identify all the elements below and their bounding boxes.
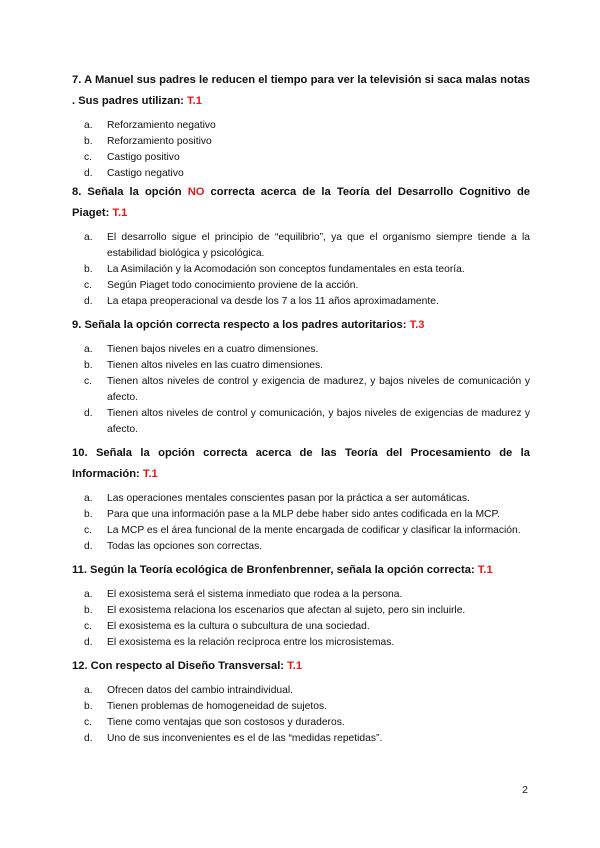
question-10: 10. Señala la opción correcta acerca de las Teoría del Procesamiento de la Información: T.1 [72, 447, 530, 480]
option-7d: d. Castigo negativo [84, 168, 184, 179]
options-7 [72, 118, 530, 182]
option-9b: b. Tienen altos niveles en las cuatro dimensiones. [84, 360, 323, 371]
option-9c: c. Tienen altos niveles de control y exigencia de madurez, y bajos niveles de comunicación y afecto. [84, 376, 530, 403]
question-9: 9. Señala la opción correcta respecto a los padres autoritarios: T.3 [72, 319, 425, 331]
options-10 [72, 491, 530, 555]
page-number: 2 [522, 784, 528, 796]
option-8d: d. La etapa preoperacional va desde los 7 a los 11 años aproximadamente. [84, 296, 439, 307]
option-8b: b. La Asimilación y la Acomodación son conceptos fundamentales en esta teoría. [84, 264, 465, 275]
topic-tag: T.1 [112, 207, 128, 219]
question-list [72, 70, 530, 752]
option-7b: b. Reforzamiento positivo [84, 136, 212, 147]
option-12a: a. Ofrecen datos del cambio intraindividual. [84, 685, 294, 696]
option-11b: b. El exosistema relaciona los escenarios que afectan al sujeto, pero sin incluirle. [84, 605, 466, 616]
option-8c: c. Según Piaget todo conocimiento proviene de la acción. [84, 280, 359, 291]
option-12d: d. Uno de sus inconvenientes es el de las “medidas repetidas”. [84, 733, 383, 744]
options-8 [72, 230, 530, 310]
option-9d: d. Tienen altos niveles de control y comunicación, y bajos niveles de exigencias de madurez y afecto. [84, 408, 530, 435]
option-11d: d. El exosistema es la relación recíproca entre los microsistemas. [84, 637, 395, 648]
option-12c: c. Tiene como ventajas que son costosos y duraderos. [84, 717, 345, 728]
option-10b: b. Para que una información pase a la MLP debe haber sido antes codificada en la MCP. [84, 509, 500, 520]
options-12 [72, 683, 530, 747]
question-11: 11. Según la Teoría ecológica de Bronfenbrenner, señala la opción correcta: T.1 [72, 564, 493, 576]
question-7: 7. A Manuel sus padres le reducen el tiempo para ver la televisión si saca malas notas . Sus padres utilizan: T.1 [72, 74, 530, 107]
topic-tag: T.1 [287, 660, 303, 672]
question-12: 12. Con respecto al Diseño Transversal: T.1 [72, 660, 303, 672]
topic-tag: T.3 [409, 319, 425, 331]
topic-tag: T.1 [187, 95, 202, 107]
option-12b: b. Tienen problemas de homogeneidad de sujetos. [84, 701, 328, 712]
option-9a: a. Tienen bajos niveles en a cuatro dimensiones. [84, 344, 319, 355]
options-11 [72, 587, 530, 651]
topic-tag: T.1 [142, 468, 158, 480]
option-10c: c. La MCP es el área funcional de la mente encargada de codificar y clasificar la información. [84, 525, 521, 536]
negation-highlight: NO [187, 186, 205, 198]
option-8a: a. El desarrollo sigue el principio de “equilibrio”, ya que el organismo siempre tiende a la estabilidad biológica y psicológica. [84, 232, 530, 259]
option-7a: a. Reforzamiento negativo [84, 120, 216, 131]
options-9 [72, 342, 530, 438]
option-7c: c. Castigo positivo [84, 152, 180, 163]
option-11c: c. El exosistema es la cultura o subcultura de una sociedad. [84, 621, 370, 632]
option-11a: a. El exosistema será el sistema inmediato que rodea a la persona. [84, 589, 403, 600]
question-8: 8. Señala la opción NO correcta acerca de la Teoría del Desarrollo Cognitivo de Piaget: T.1 [72, 186, 530, 219]
topic-tag: T.1 [477, 564, 493, 576]
option-10d: d. Todas las opciones son correctas. [84, 541, 263, 552]
option-10a: a. Las operaciones mentales conscientes pasan por la práctica a ser automáticas. [84, 493, 470, 504]
